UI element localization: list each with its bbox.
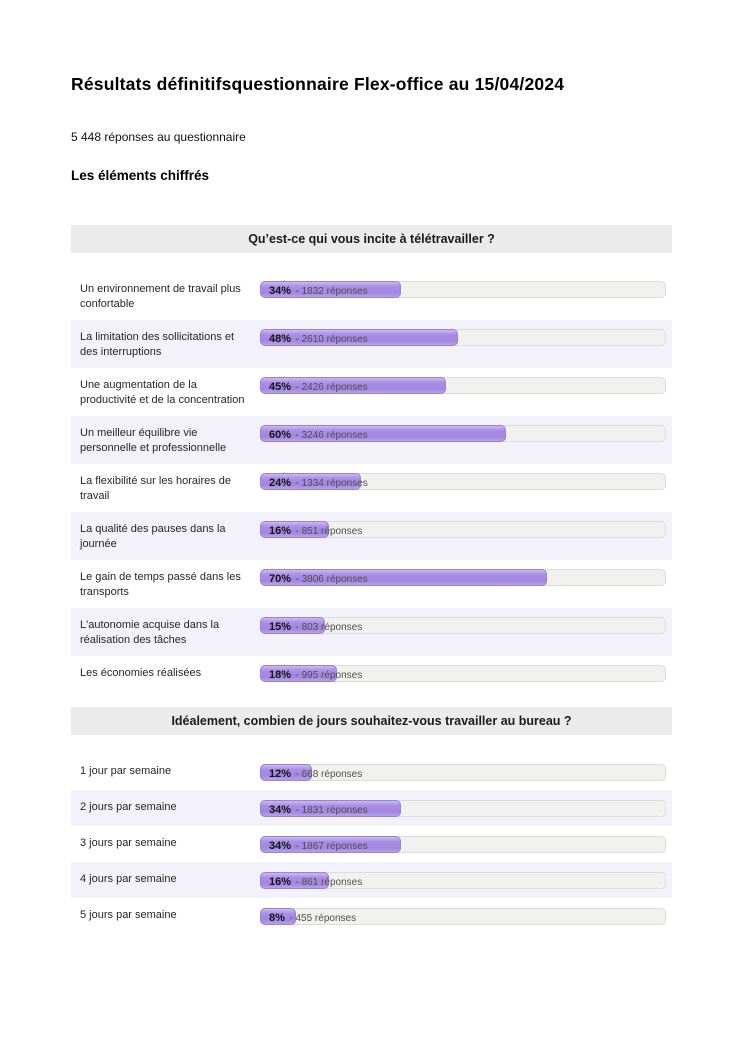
bar-track xyxy=(260,281,666,298)
bar-count: - 1334 réponses xyxy=(295,478,368,489)
bar-count: - 861 réponses xyxy=(295,877,363,888)
bar-row-label: Les économies réalisées xyxy=(80,667,202,679)
bar-value-label xyxy=(261,426,368,441)
page-title: Résultats définitifsquestionnaire Flex-office au 15/04/2024 xyxy=(71,74,565,94)
bar-percent: 70% xyxy=(269,573,292,585)
bar-row xyxy=(71,560,672,608)
bar-track xyxy=(260,617,666,634)
bar-value-label xyxy=(261,837,368,852)
bar-value-label xyxy=(261,618,362,633)
bar-track xyxy=(260,764,666,781)
bar-row xyxy=(71,608,672,656)
bar-row-label: 4 jours par semaine xyxy=(80,873,177,885)
bar-percent: 12% xyxy=(269,768,292,780)
bar-percent: 48% xyxy=(269,333,292,345)
bar-track xyxy=(260,329,666,346)
bar-value-label xyxy=(261,474,368,489)
bar-percent: 18% xyxy=(269,669,292,681)
bar-count: - 851 réponses xyxy=(295,526,363,537)
bar-track xyxy=(260,377,666,394)
bar-track xyxy=(260,521,666,538)
bar-value-label xyxy=(261,330,368,345)
bar-percent: 34% xyxy=(269,840,292,852)
bar-row-label: Le gain de temps passé dans les transports xyxy=(80,571,241,598)
bar-percent: 34% xyxy=(269,285,292,297)
bar-row-label: Une augmentation de la productivité et de la concentration xyxy=(80,379,245,406)
bar-row xyxy=(71,464,672,512)
bar-row xyxy=(71,512,672,560)
bar-row-label: La qualité des pauses dans la journée xyxy=(80,523,226,550)
bar-value-label xyxy=(261,378,368,393)
bar-count: - 2426 réponses xyxy=(295,382,368,393)
bar-value-label xyxy=(261,765,362,780)
bar-track xyxy=(260,665,666,682)
bar-row xyxy=(71,368,672,416)
bar-percent: 60% xyxy=(269,429,292,441)
bar-value-label xyxy=(261,666,362,681)
bar-value-label xyxy=(261,873,362,888)
bar-value-label xyxy=(261,522,362,537)
bar-percent: 15% xyxy=(269,621,292,633)
section-heading: Les éléments chiffrés xyxy=(71,168,210,183)
bar-row xyxy=(71,754,672,790)
bar-count: - 2610 réponses xyxy=(295,334,368,345)
bar-track xyxy=(260,800,666,817)
bar-row-label: 3 jours par semaine xyxy=(80,837,177,849)
bar-count: - 1867 réponses xyxy=(295,841,368,852)
bar-row-label: 5 jours par semaine xyxy=(80,909,177,921)
chart2-rows xyxy=(71,754,672,934)
bar-row-label: Un meilleur équilibre vie personnelle et professionnelle xyxy=(80,427,227,454)
bar-track xyxy=(260,473,666,490)
bar-row-label: 1 jour par semaine xyxy=(80,765,172,777)
bar-value-label xyxy=(261,801,368,816)
bar-percent: 16% xyxy=(269,876,292,888)
bar-percent: 16% xyxy=(269,525,292,537)
bar-percent: 45% xyxy=(269,381,292,393)
bar-track xyxy=(260,836,666,853)
bar-value-label xyxy=(261,909,356,924)
bar-percent: 34% xyxy=(269,804,292,816)
bar-count: - 668 réponses xyxy=(295,769,363,780)
responses-count-text: 5 448 réponses au questionnaire xyxy=(71,130,246,144)
bar-count: - 1831 réponses xyxy=(295,805,368,816)
bar-row-label: L'autonomie acquise dans la réalisation des tâches xyxy=(80,619,220,646)
bar-track xyxy=(260,425,666,442)
bar-row-label: Un environnement de travail plus confortable xyxy=(80,283,241,310)
bar-track xyxy=(260,569,666,586)
bar-row-label: La limitation des sollicitations et des interruptions xyxy=(80,331,235,358)
bar-row xyxy=(71,416,672,464)
chart2-title: Idéalement, combien de jours souhaitez-vous travailler au bureau ? xyxy=(71,707,672,735)
bar-count: - 3806 réponses xyxy=(295,574,368,585)
bar-row xyxy=(71,898,672,934)
bar-percent: 24% xyxy=(269,477,292,489)
chart1-rows xyxy=(71,272,672,690)
bar-row xyxy=(71,790,672,826)
bar-value-label xyxy=(261,282,368,297)
bar-percent: 8% xyxy=(269,912,285,924)
chart1-title: Qu’est-ce qui vous incite à télétravailler ? xyxy=(71,225,672,253)
report-content xyxy=(71,0,672,934)
bar-count: - 3246 réponses xyxy=(295,430,368,441)
bar-row-label: La flexibilité sur les horaires de travail xyxy=(80,475,232,502)
bar-track xyxy=(260,872,666,889)
bar-row xyxy=(71,826,672,862)
bar-row xyxy=(71,320,672,368)
bar-count: - 1832 réponses xyxy=(295,286,368,297)
bar-row xyxy=(71,862,672,898)
bar-row xyxy=(71,272,672,320)
bar-row-label: 2 jours par semaine xyxy=(80,801,177,813)
bar-value-label xyxy=(261,570,368,585)
bar-count: - 803 réponses xyxy=(295,622,363,633)
bar-count: - 995 réponses xyxy=(295,670,363,681)
bar-track xyxy=(260,908,666,925)
bar-row xyxy=(71,656,672,690)
bar-count: - 455 réponses xyxy=(289,913,357,924)
